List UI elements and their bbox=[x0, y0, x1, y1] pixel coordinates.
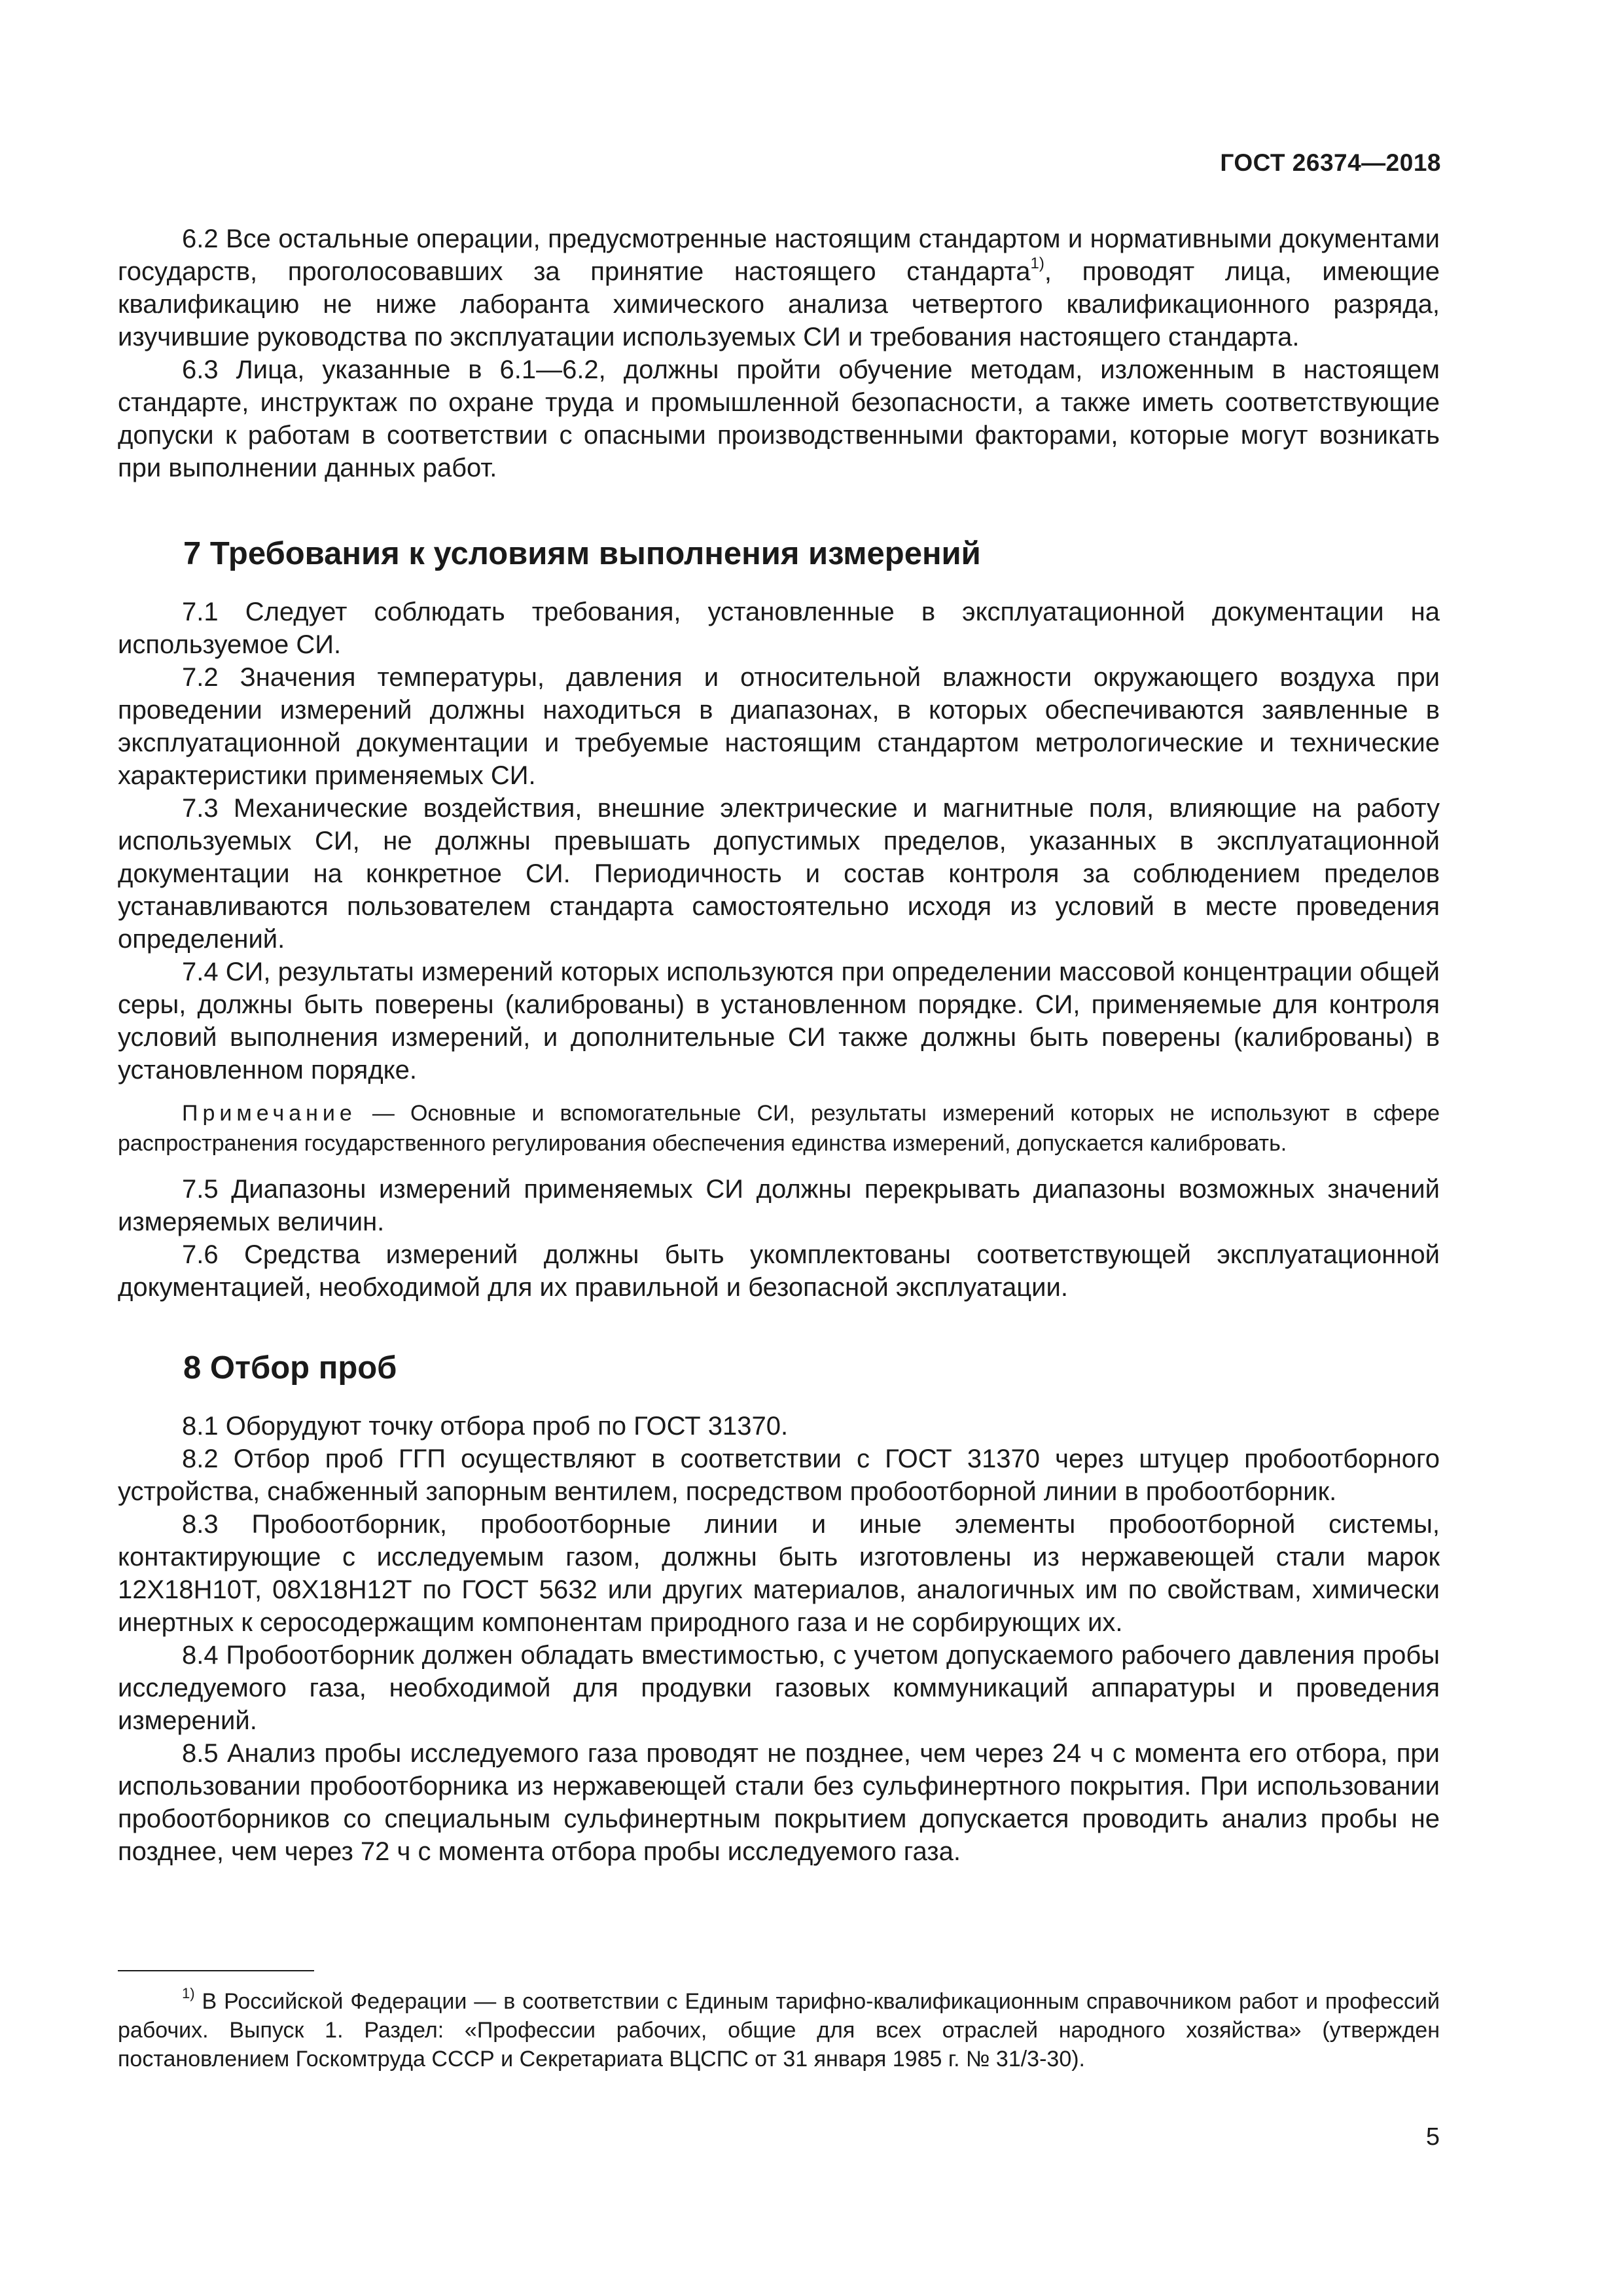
paragraph-8-1: 8.1 Оборудуют точку отбора проб по ГОСТ 31370. bbox=[182, 1412, 789, 1441]
note-text: — Основные и вспомогательные СИ, результаты измерений которых не используют в сфере распространения государственного регулирования обеспечения единства измерений, допускается калибровать. bbox=[118, 1101, 1440, 1156]
section-8-heading: 8 Отбор проб bbox=[183, 1350, 397, 1386]
paragraph-7-5: 7.5 Диапазоны измерений применяемых СИ должны перекрывать диапазоны возможных значений измеряемых величин. bbox=[118, 1175, 1440, 1236]
note-label: Примечание bbox=[182, 1101, 357, 1126]
paragraph-7-6: 7.6 Средства измерений должны быть укомплектованы соответствующей эксплуатационной документацией, необходимой для их правильной и безопасной эксплуатации. bbox=[118, 1240, 1440, 1302]
paragraph-7-1: 7.1 Следует соблюдать требования, установленные в эксплуатационной документации на используемое СИ. bbox=[118, 598, 1440, 659]
paragraph-7-4: 7.4 СИ, результаты измерений которых используются при определении массовой концентрации общей серы, должны быть поверены (калиброваны) в установленном порядке. СИ, применяемые для контроля условий выполнения измерений, и дополнительные СИ также должны быть поверены (калиброваны) в установленном порядке. bbox=[118, 958, 1440, 1085]
paragraph-8-3: 8.3 Пробоотборник, пробоотборные линии и иные элементы пробоотборной системы, контактирующие с исследуемым газом, должны быть изготовлены из нержавеющей стали марок 12Х18Н10Т, 08Х18Н12Т по ГОСТ 5632 или других материалов, аналогичных им по свойствам, химически инертных к серосодержащим компонентам природного газа и не сорбирующих их. bbox=[118, 1510, 1440, 1637]
footnote-text: В Российской Федерации — в соответствии с Единым тарифно-квалификационным справочником работ и профессий рабочих. Выпуск 1. Раздел: «Профессии рабочих, общие для всех отраслей народного хозяйства» (утвержден постановлением Госкомтруда СССР и Секретариата ВЦСПС от 31 января 1985 г. № 31/3-30). bbox=[118, 1989, 1440, 2072]
footnote bbox=[118, 1984, 1440, 2073]
paragraph-6-2-text: 6.2 Все остальные операции, предусмотренные настоящим стандартом и нормативными документами государств, проголосовавших за принятие настоящего стандарта bbox=[118, 224, 1440, 286]
paragraph-8-5: 8.5 Анализ пробы исследуемого газа проводят не позднее, чем через 24 ч с момента его отбора, при использовании пробоотборника из нержавеющей стали без сульфинертного покрытия. При использовании пробоотборников со специальным сульфинертным покрытием допускается проводить анализ пробы не позднее, чем через 72 ч с момента отбора пробы исследуемого газа. bbox=[118, 1739, 1440, 1866]
note bbox=[118, 1098, 1440, 1158]
footnote-reference[interactable]: 1) bbox=[1030, 254, 1044, 272]
paragraph-6-2 bbox=[118, 223, 1440, 353]
paragraph-6-2-text-cont: , проводят лица, имеющие квалификацию не ниже лаборанта химического анализа четвертого квалификационного разряда, изучившие руководства по эксплуатации используемых СИ и требования настоящего стандарта. bbox=[118, 257, 1440, 351]
paragraph-6-3: 6.3 Лица, указанные в 6.1—6.2, должны пройти обучение методам, изложенным в настоящем стандарте, инструктаж по охране труда и промышленной безопасности, а также иметь соответствующие допуски к работам в соответствии с опасными производственными факторами, которые могут возникать при выполнении данных работ. bbox=[118, 355, 1440, 482]
paragraph-7-3: 7.3 Механические воздействия, внешние электрические и магнитные поля, влияющие на работу используемых СИ, не должны превышать допустимых пределов, указанных в эксплуатационной документации на конкретное СИ. Периодичность и состав контроля за соблюдением пределов устанавливаются пользователем стандарта самостоятельно исходя из условий в месте проведения определений. bbox=[118, 794, 1440, 954]
section-7-heading: 7 Требования к условиям выполнения измерений bbox=[183, 536, 981, 571]
page-number: 5 bbox=[1425, 2123, 1440, 2151]
document-body bbox=[118, 223, 1440, 1868]
footnote-mark: 1) bbox=[182, 1984, 195, 2001]
footnote-divider bbox=[118, 1970, 314, 1971]
paragraph-7-2: 7.2 Значения температуры, давления и относительной влажности окружающего воздуха при проведении измерений должны находиться в диапазонах, в которых обеспечиваются заявленные в эксплуатационной документации и требуемые настоящим стандартом метрологические и технические характеристики применяемых СИ. bbox=[118, 663, 1440, 790]
document-header: ГОСТ 26374—2018 bbox=[1220, 149, 1441, 176]
paragraph-8-4: 8.4 Пробоотборник должен обладать вместимостью, с учетом допускаемого рабочего давления пробы исследуемого газа, необходимой для продувки газовых коммуникаций аппаратуры и проведения измерений. bbox=[118, 1641, 1440, 1735]
paragraph-8-2: 8.2 Отбор проб ГГП осуществляют в соответствии с ГОСТ 31370 через штуцер пробоотборного устройства, снабженный запорным вентилем, посредством пробоотборной линии в пробоотборник. bbox=[118, 1444, 1440, 1506]
